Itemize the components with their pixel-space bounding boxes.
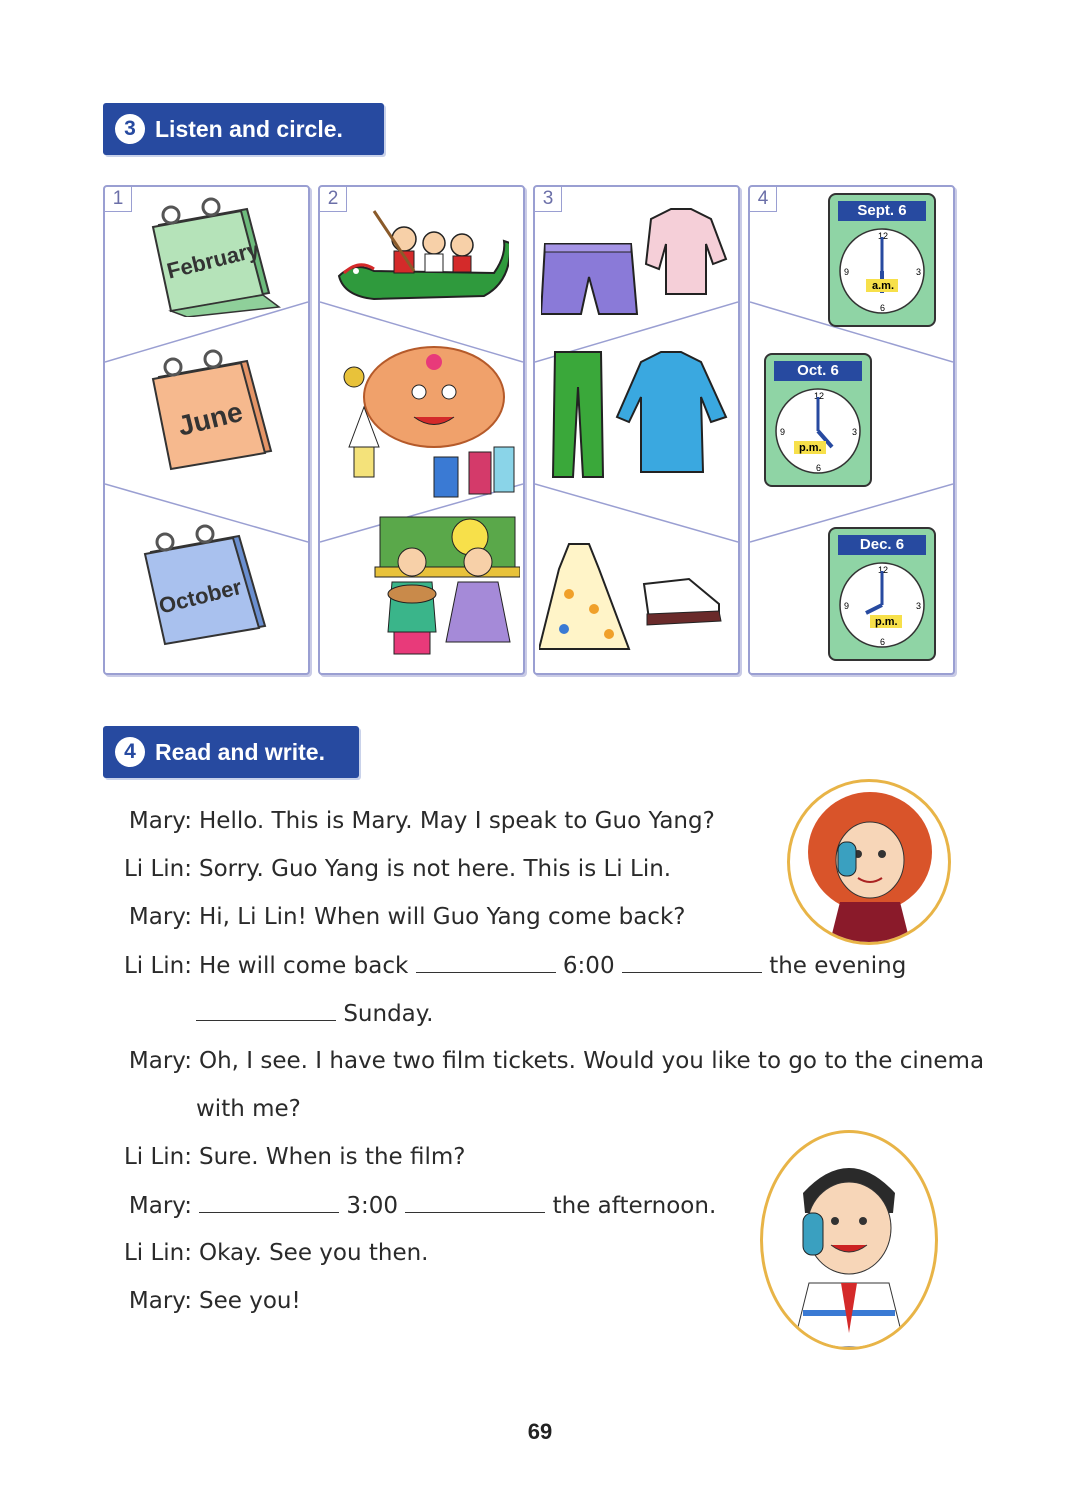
calendar-june-icon[interactable] bbox=[147, 347, 287, 477]
clock-period-label: p.m. bbox=[875, 616, 898, 628]
dragon-boat-race-icon[interactable] bbox=[334, 201, 509, 306]
dialogue-line bbox=[112, 1240, 428, 1266]
speaker-name: Li Lin: bbox=[123, 1240, 192, 1266]
clock-sept-6[interactable] bbox=[828, 193, 936, 327]
dialogue-line bbox=[196, 1096, 301, 1122]
svg-text:9: 9 bbox=[780, 427, 786, 437]
svg-text:3: 3 bbox=[852, 427, 858, 437]
panel-4 bbox=[748, 185, 955, 675]
calendar-month-label: February bbox=[164, 236, 262, 284]
clock-face-icon bbox=[772, 383, 864, 479]
speaker-name: Mary: bbox=[128, 808, 192, 834]
svg-text:3: 3 bbox=[916, 601, 922, 611]
calendar-october-icon[interactable] bbox=[139, 522, 279, 652]
panel-number: 1 bbox=[105, 187, 132, 212]
speaker-name: Mary: bbox=[128, 1193, 192, 1219]
page-number: 69 bbox=[527, 1419, 553, 1444]
answer-blank[interactable] bbox=[199, 1192, 339, 1213]
panel-1 bbox=[103, 185, 310, 675]
section-3-number: 3 bbox=[115, 114, 145, 144]
clock-date-label: Dec. 6 bbox=[838, 535, 926, 555]
line-text: with me? bbox=[196, 1096, 301, 1122]
line-text: He will come back bbox=[199, 953, 409, 979]
line-text: Oh, I see. I have two film tickets. Would you like to go to the cinema bbox=[199, 1048, 985, 1074]
speaker-name: Mary: bbox=[128, 1048, 192, 1074]
clock-date-label: Sept. 6 bbox=[838, 201, 926, 221]
speaker-name: Li Lin: bbox=[123, 953, 192, 979]
lion-dance-festival-icon[interactable] bbox=[324, 337, 519, 507]
answer-blank[interactable] bbox=[405, 1192, 545, 1213]
clock-oct-6[interactable] bbox=[764, 353, 872, 487]
answer-blank[interactable] bbox=[416, 952, 556, 973]
svg-text:12: 12 bbox=[878, 231, 889, 241]
li-lin-portrait bbox=[760, 1130, 938, 1350]
calendar-february-icon[interactable] bbox=[147, 197, 287, 317]
svg-text:9: 9 bbox=[844, 601, 850, 611]
clock-face-icon bbox=[836, 223, 928, 319]
speaker-name: Mary: bbox=[128, 1288, 192, 1314]
panel-number: 2 bbox=[320, 187, 347, 212]
line-text: 3:00 bbox=[346, 1193, 398, 1219]
dialogue-line bbox=[196, 1000, 433, 1027]
mary-portrait bbox=[787, 779, 951, 945]
section-4-banner bbox=[103, 726, 359, 778]
line-text: Hello. This is Mary. May I speak to Guo Yang? bbox=[199, 808, 715, 834]
answer-blank[interactable] bbox=[196, 1000, 336, 1021]
clock-period-label: p.m. bbox=[799, 442, 822, 454]
line-text: Okay. See you then. bbox=[199, 1240, 429, 1266]
calendar-month-label: October bbox=[156, 573, 245, 619]
line-text: the afternoon. bbox=[552, 1193, 717, 1219]
section-3-banner bbox=[103, 103, 384, 155]
clock-period-label: a.m. bbox=[872, 280, 895, 292]
girl-on-phone-icon bbox=[790, 782, 948, 942]
speaker-name: Li Lin: bbox=[123, 1144, 192, 1170]
section-4-number: 4 bbox=[115, 737, 145, 767]
svg-text:6: 6 bbox=[816, 463, 822, 473]
line-text: Sorry. Guo Yang is not here. This is Li Lin. bbox=[199, 856, 672, 882]
dress-and-sneakers-icon[interactable] bbox=[539, 539, 729, 654]
dialogue-line bbox=[112, 808, 715, 834]
line-text: See you! bbox=[199, 1288, 301, 1314]
shorts-and-blouse-icon[interactable] bbox=[541, 199, 731, 319]
answer-blank[interactable] bbox=[622, 952, 762, 973]
dialogue-line bbox=[112, 904, 685, 930]
panel-number: 3 bbox=[535, 187, 562, 212]
clock-face-icon bbox=[836, 557, 928, 653]
dialogue-line bbox=[112, 1192, 716, 1219]
clock-date-label: Oct. 6 bbox=[774, 361, 862, 381]
svg-text:6: 6 bbox=[880, 637, 886, 647]
pants-and-coat-icon[interactable] bbox=[551, 347, 731, 482]
panel-2 bbox=[318, 185, 525, 675]
line-text: Sunday. bbox=[343, 1001, 434, 1027]
section-3-title: Listen and circle. bbox=[155, 115, 343, 142]
svg-text:12: 12 bbox=[814, 391, 825, 401]
dialogue-line bbox=[112, 1048, 984, 1074]
line-text: Hi, Li Lin! When will Guo Yang come back? bbox=[199, 904, 686, 930]
dialogue-line bbox=[112, 952, 906, 979]
line-text: the evening bbox=[769, 953, 907, 979]
calendar-month-label: June bbox=[174, 395, 246, 442]
boy-on-phone-icon bbox=[763, 1133, 935, 1347]
panel-number: 4 bbox=[750, 187, 777, 212]
svg-text:12: 12 bbox=[878, 565, 889, 575]
svg-text:6: 6 bbox=[880, 303, 886, 313]
line-text: Sure. When is the film? bbox=[199, 1144, 466, 1170]
speaker-name: Mary: bbox=[128, 904, 192, 930]
section-4-title: Read and write. bbox=[155, 738, 325, 765]
line-text: 6:00 bbox=[562, 953, 615, 979]
svg-text:9: 9 bbox=[844, 267, 850, 277]
mid-autumn-festival-icon[interactable] bbox=[370, 512, 520, 667]
speaker-name: Li Lin: bbox=[123, 856, 192, 882]
dialogue-line bbox=[112, 856, 671, 882]
dialogue-line bbox=[112, 1288, 301, 1314]
dialogue-line bbox=[112, 1144, 466, 1170]
panel-3 bbox=[533, 185, 740, 675]
clock-dec-6[interactable] bbox=[828, 527, 936, 661]
svg-text:3: 3 bbox=[916, 267, 922, 277]
